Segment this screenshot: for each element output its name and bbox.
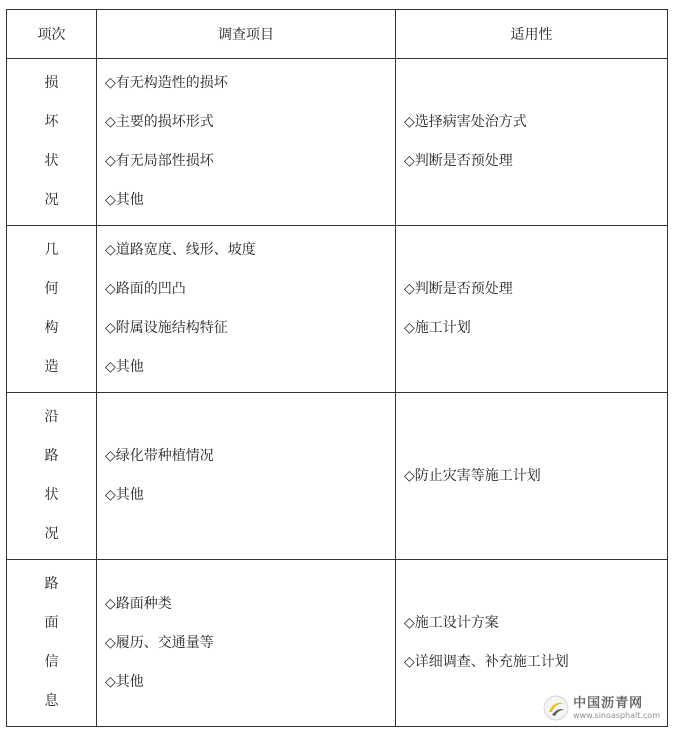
survey-item: ◇路面的凹凸 [105,281,186,297]
watermark-name: 中国沥青网 [573,695,644,711]
survey-item: ◇其他 [105,192,144,208]
survey-item: ◇其他 [105,487,144,503]
category-char: 几 [44,242,59,258]
header-item-no: 项次 [7,10,97,59]
category-char: 造 [44,359,59,375]
survey-item: ◇其他 [105,673,144,690]
category-char: 信 [44,654,59,670]
table-row-geometry [7,226,668,393]
category-char: 损 [44,75,59,91]
survey-item: ◇其他 [105,359,144,375]
category-char: 路 [44,576,59,592]
category-char: 何 [44,281,59,297]
category-char: 坏 [44,114,59,130]
applicability-cell [396,59,668,226]
survey-items-cell [97,393,396,560]
applicability-item: ◇选择病害处治方式 [404,114,527,130]
asphalt-swirl-logo-icon [543,695,569,721]
category-cell [7,560,97,727]
survey-item: ◇有无局部性损坏 [105,153,214,169]
category-cell [7,59,97,226]
category-char: 沿 [44,409,59,425]
site-watermark [543,695,660,721]
category-char: 路 [44,448,59,464]
header-survey-item: 调查项目 [97,10,396,59]
survey-item: ◇绿化带种植情况 [105,448,214,464]
survey-item: ◇道路宽度、线形、坡度 [105,242,256,258]
category-char: 况 [44,192,59,208]
survey-item: ◇路面种类 [105,595,172,612]
applicability-cell [396,226,668,393]
survey-item: ◇主要的损坏形式 [105,114,214,130]
survey-items-cell [97,560,396,727]
header-applicability: 适用性 [396,10,668,59]
survey-table [6,9,668,727]
category-char: 况 [44,526,59,542]
survey-item: ◇履历、交通量等 [105,634,214,651]
category-cell [7,393,97,560]
category-char: 状 [44,153,59,169]
category-cell [7,226,97,393]
applicability-item: ◇判断是否预处理 [404,153,513,169]
category-char: 构 [44,320,59,336]
applicability-cell [396,393,668,560]
watermark-url: www.sinoasphalt.com [573,710,660,720]
survey-items-cell [97,226,396,393]
header-row [7,10,668,59]
applicability-item: ◇判断是否预处理 [404,281,513,297]
category-char: 面 [44,615,59,631]
table-row-roadside [7,393,668,560]
category-char: 息 [44,693,59,709]
table-row-damage [7,59,668,226]
applicability-item: ◇施工设计方案 [404,615,499,631]
applicability-item: ◇防止灾害等施工计划 [404,467,541,484]
applicability-item: ◇施工计划 [404,320,471,336]
survey-item: ◇附属设施结构特征 [105,320,228,336]
category-char: 状 [44,487,59,503]
survey-item: ◇有无构造性的损坏 [105,75,228,91]
survey-items-cell [97,59,396,226]
applicability-item: ◇详细调查、补充施工计划 [404,654,569,670]
